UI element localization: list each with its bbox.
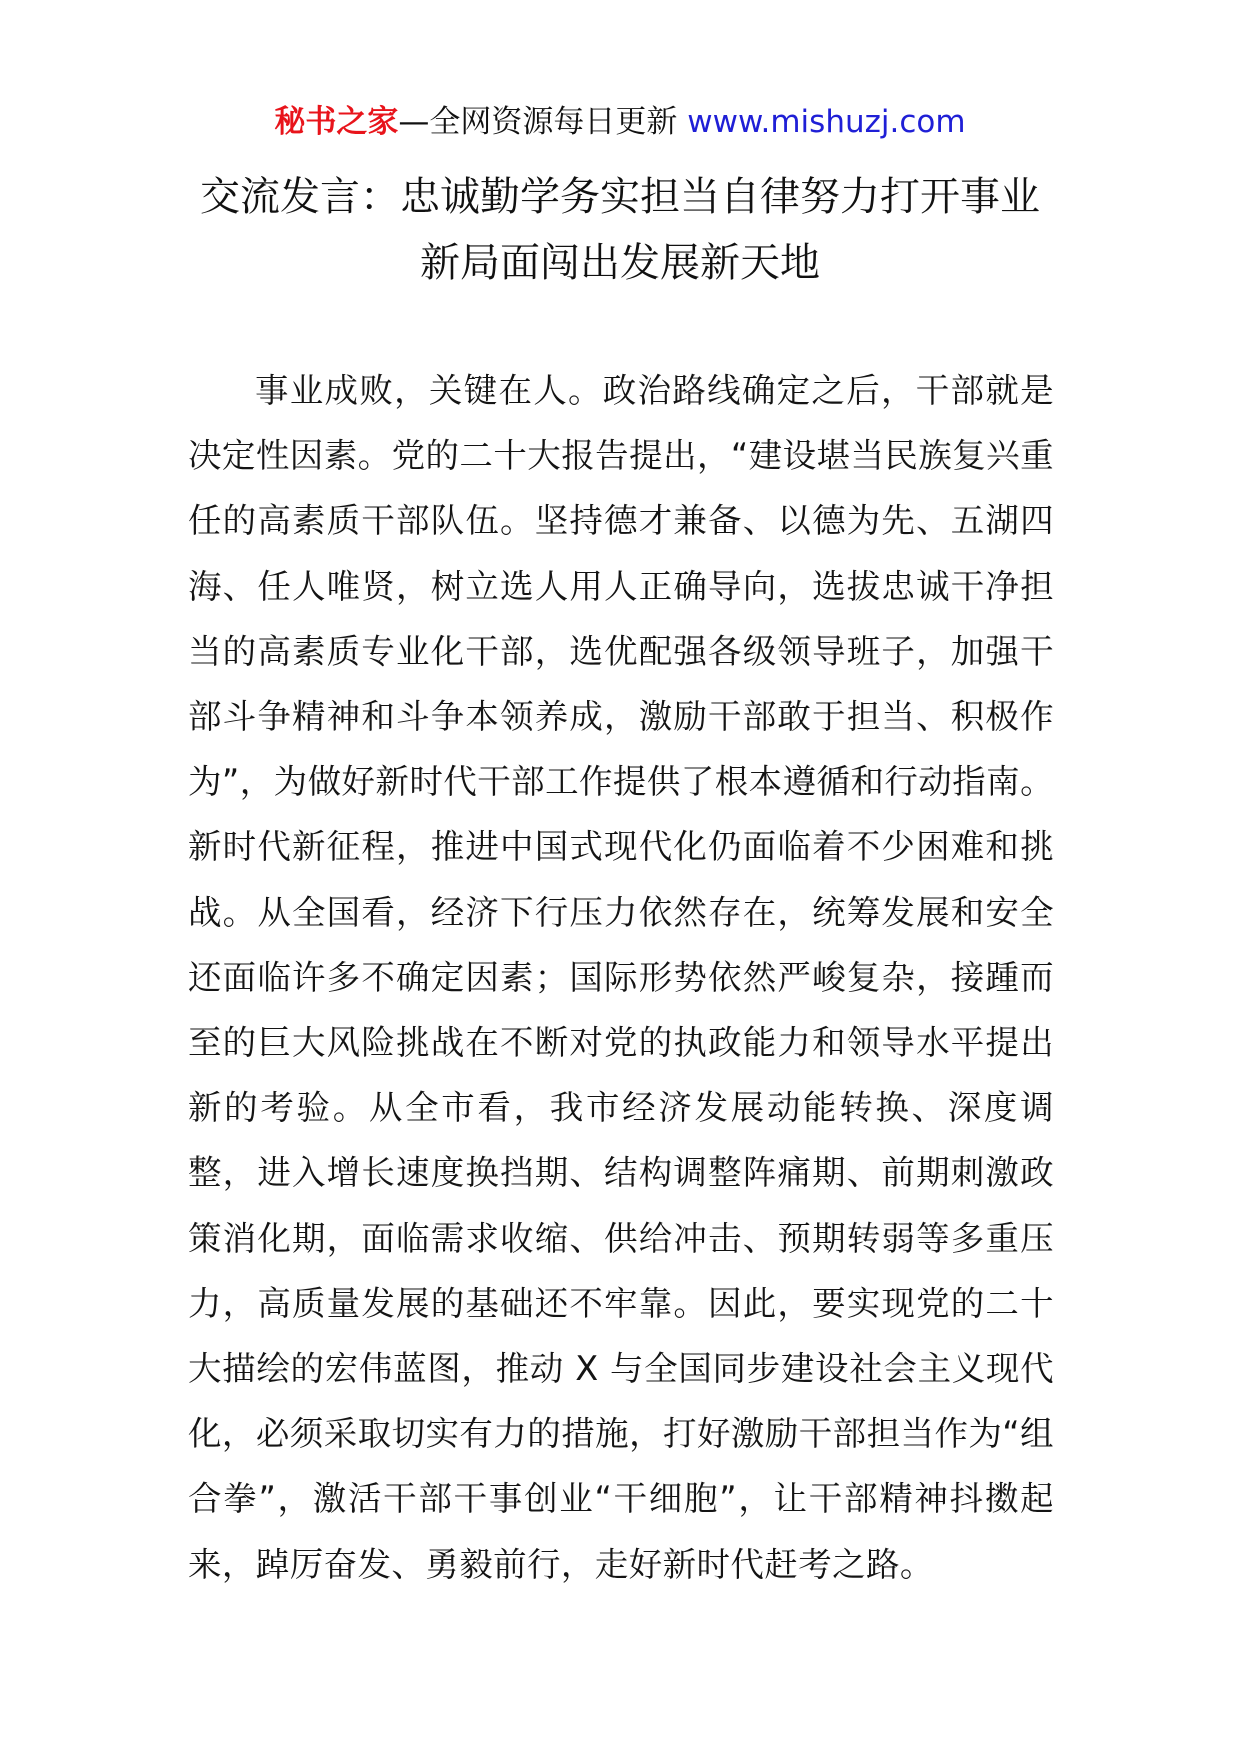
header-tagline: —全网资源每日更新 [398,104,688,140]
document-title: 交流发言：忠诚勤学务实担当自律努力打开事业新局面闯出发展新天地 [200,174,1040,286]
brand-name: 秘书之家 [274,104,399,140]
body-paragraph: 事业成败，关键在人。政治路线确定之后，干部就是决定性因素。党的二十大报告提出，“建设堪当民族复兴重任的高素质干部队伍。坚持德才兼备、以德为先、五湖四海、任人唯贤，树立选人用人正确导向，选拔忠诚干净担当的高素质专业化干部，选优配强各级领导班子，加强干部斗争精神和斗争本领养成，激励干部敢于担当、积极作为”，为做好新时代干部工作提供了根本遵循和行动指南。新时代新征程，推进中国式现代化仍面临着不少困难和挑战。从全国看，经济下行压力依然存在，统筹发展和安全还面临许多不确定因素；国际形势依然严峻复杂，接踵而至的巨大风险挑战在不断对党的执政能力和领导水平提出新的考验。从全市看，我市经济发展动能转换、深度调整，进入增长速度换挡期、结构调整阵痛期、前期刺激政策消化期，面临需求收缩、供给冲击、预期转弱等多重压力，高质量发展的基础还不牢靠。因此，要实现党的二十大描绘的宏伟蓝图，推动 X 与全国同步建设社会主义现代化，必须采取切实有力的措施，打好激励干部担当作为“组合拳”，激活干部干事创业“干细胞”，让干部精神抖擞起来，踔厉奋发、勇毅前行，走好新时代赶考之路。 [188,371,1054,1584]
site-header [0,100,1240,144]
site-url[interactable]: www.mishuzj.com [687,104,966,140]
